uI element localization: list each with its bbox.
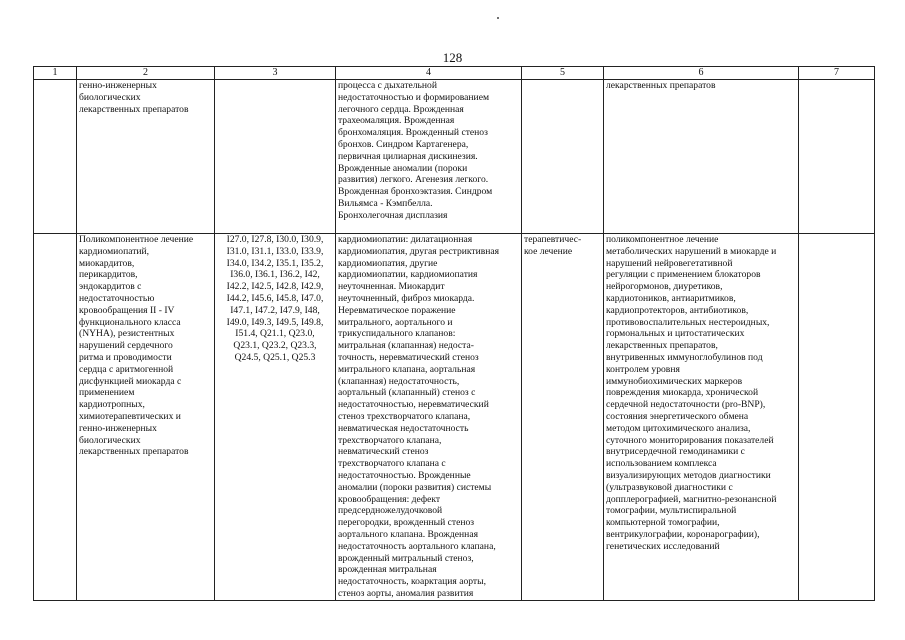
table-cell: I27.0, I27.8, I30.0, I30.9, I31.0, I31.1, I33.0, I33.9, I34.0, I34.2, I35.1, I35.2, I36.0, I36.1, I36.2, I42, I42.2, I42.5, I42.8, I42.9, I44.2, I45.6, I45.8, I47.0, I47.1, I47.2, I47.9, I48, I49.0, I49.3, I49.5, I49.8, I51.4, Q21.1, Q23.0, Q23.1, Q23.2, Q23.3, Q24.5, Q25.1, Q25.3 <box>215 234 336 601</box>
column-header: 3 <box>215 67 336 80</box>
scan-speck <box>497 17 499 19</box>
table-row <box>34 80 875 234</box>
table-cell <box>215 80 336 234</box>
medical-care-table <box>33 66 875 601</box>
table-cell: генно-инженерных биологических лекарственных препаратов <box>77 80 215 234</box>
column-header: 6 <box>604 67 799 80</box>
table-cell: процесса с дыхательной недостаточностью и формированием легочного сердца. Врожденная трахеомаляция. Врожденная бронхомаляция. Врожденный стеноз бронхов. Синдром Картагенера, первичная цилиарная дискинезия. Врожденные аномалии (пороки развития) легкого. Агенезия легкого. Врожденная бронхоэктазия. Синдром Вильямса - Кэмпбелла. Бронхолегочная дисплазия <box>336 80 522 234</box>
table-cell <box>34 80 77 234</box>
table-cell: кардиомиопатии: дилатационная кардиомиопатия, другая рестриктивная кардиомиопатия, другие кардиомиопатии, кардиомиопатия неуточненная. Миокардит неуточненный, фиброз миокарда. Неревматическое поражение митрального, аортального и трикуспидального клапанов: митральная (клапанная) недоста- точность, неревматический стеноз митрального клапана, аортальная (клапанная) недостаточность, аортальный (клапанный) стеноз с недостаточностью, неревматический стеноз трехстворчатого клапана, невматическая недостаточность трехстворчатого клапана, невматический стеноз трехстворчатого клапана с недостаточностью. Врожденные аномалии (пороки развития) системы кровообращения: дефект предсердножелудочковой перегородки, врожденный стеноз аортального клапана. Врожденная недостаточность аортального клапана, врожденный митральный стеноз, врожденная митральная недостаточность, коарктация аорты, стеноз аорты, аномалия развития <box>336 234 522 601</box>
table-cell: лекарственных препаратов <box>604 80 799 234</box>
column-header: 2 <box>77 67 215 80</box>
table-cell: Поликомпонентное лечение кардиомиопатий, миокардитов, перикардитов, эндокардитов с недостаточностью кровообращения II - IV функционального класса (NYHA), резистентных нарушений сердечного ритма и проводимости сердца с аритмогенной дисфункцией миокарда с применением кардиотропных, химиотерапевтических и генно-инженерных биологических лекарственных препаратов <box>77 234 215 601</box>
table-cell <box>799 234 875 601</box>
column-header: 1 <box>34 67 77 80</box>
column-number-row <box>34 67 875 80</box>
column-header: 4 <box>336 67 522 80</box>
table-cell <box>34 234 77 601</box>
table-cell <box>522 80 604 234</box>
page-number: 128 <box>442 50 463 65</box>
table-row <box>34 234 875 601</box>
column-header: 7 <box>799 67 875 80</box>
table-cell: поликомпонентное лечение метаболических нарушений в миокарде и нарушений нейровегетативной регуляции с применением блокаторов нейрогормонов, диуретиков, кардиотоников, антиаритмиков, кардиопротекторов, антибиотиков, противовоспалительных нестероидных, гормональных и цитостатических лекарственных препаратов, внутривенных иммуноглобулинов под контролем уровня иммунобиохимических маркеров повреждения миокарда, хронической сердечной недостаточности (pro-BNP), состояния энергетического обмена методом цитохимического анализа, суточного мониторирования показателей внутрисердечной гемодинамики с использованием комплекса визуализирующих методов диагностики (ультразвуковой диагностики с допплерографией, магнитно-резонансной томографии, мультиспиральной компьютерной томографии, вентрикулографии, коронарографии), генетических исследований <box>604 234 799 601</box>
column-header: 5 <box>522 67 604 80</box>
table-cell: терапевтичес- кое лечение <box>522 234 604 601</box>
table-cell <box>799 80 875 234</box>
